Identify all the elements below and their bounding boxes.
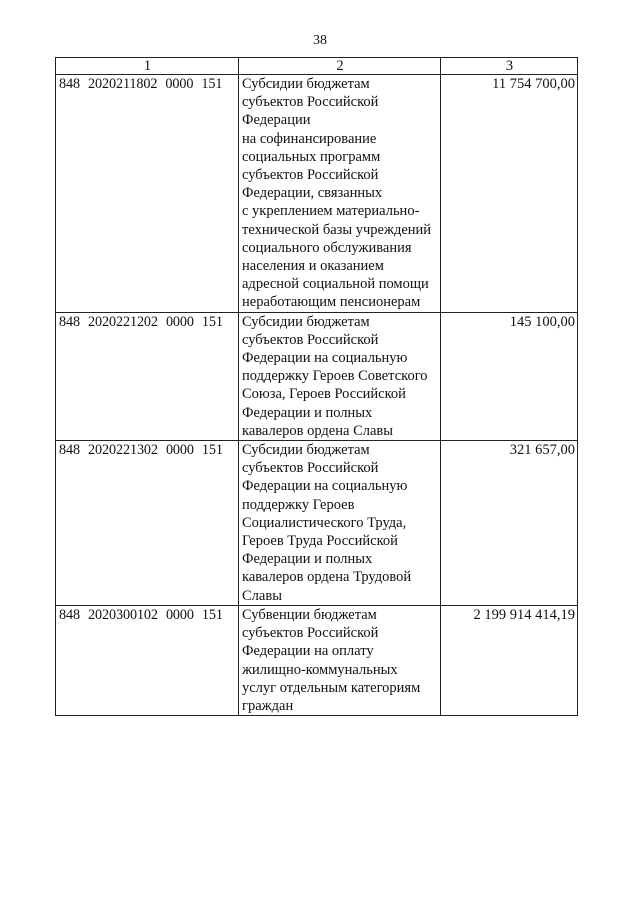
budget-classification-code: [56, 605, 239, 715]
description-line: населения и оказанием: [242, 258, 384, 275]
column-header-2: 2: [239, 58, 441, 75]
admin-code: 848: [59, 76, 80, 92]
description-line: Героев Труда Российской: [242, 533, 398, 550]
amount: 321 657,00: [441, 441, 578, 606]
description-line: Субсидии бюджетам: [242, 442, 370, 459]
sub-code: 0000: [165, 442, 194, 459]
kosgu-code: 151: [201, 313, 223, 330]
description-line: социальных программ: [242, 148, 381, 165]
kosgu-code: 151: [201, 76, 223, 92]
kosgu-code: 151: [201, 442, 223, 459]
amount: 2 199 914 414,19: [441, 605, 578, 715]
page-number: 38: [313, 33, 327, 48]
revenue-description: [239, 75, 441, 313]
description-line: Союза, Героев Российской: [242, 386, 406, 403]
description-line: субъектов Российской: [242, 460, 379, 477]
revenue-code: 2020211802: [87, 76, 158, 92]
admin-code: 848: [59, 442, 80, 459]
description-line: поддержку Героев Советского: [242, 368, 428, 385]
budget-classification-code: [56, 441, 239, 606]
description-line: Субсидии бюджетам: [242, 76, 370, 92]
description-line: субъектов Российской: [242, 625, 379, 642]
description-line: Федерации, связанных: [242, 185, 383, 202]
description-line: Социалистического Труда,: [242, 514, 407, 531]
kosgu-code: 151: [201, 606, 223, 623]
description-line: субъектов Российской: [242, 331, 379, 348]
revenue-code: 2020300102: [87, 606, 158, 623]
column-header-3: 3: [441, 58, 578, 75]
description-line: социального обслуживания: [242, 239, 412, 256]
description-line: Федерации на социальную: [242, 478, 408, 495]
revenue-description: [239, 605, 441, 715]
description-line: Федерации на социальную: [242, 350, 408, 367]
admin-code: 848: [59, 313, 80, 330]
description-line: Федерации и полных: [242, 551, 373, 568]
description-line: жилищно-коммунальных: [242, 661, 398, 678]
table-row: [56, 441, 578, 606]
description-line: кавалеров ордена Трудовой: [242, 569, 412, 586]
description-line: с укреплением материально-: [242, 203, 420, 220]
table-row: [56, 75, 578, 313]
admin-code: 848: [59, 606, 80, 623]
description-line: неработающим пенсионерам: [242, 294, 421, 311]
description-line: Славы: [242, 587, 282, 604]
description-line: услуг отдельным категориям: [242, 679, 421, 696]
revenue-code: 2020221202: [87, 313, 158, 330]
description-line: технической базы учреждений: [242, 221, 432, 238]
description-line: Федерации: [242, 112, 311, 129]
table-row: [56, 312, 578, 440]
amount: 145 100,00: [441, 312, 578, 440]
budget-classification-code: [56, 75, 239, 313]
table-row: [56, 605, 578, 715]
amount: 11 754 700,00: [441, 75, 578, 313]
sub-code: 0000: [165, 76, 194, 92]
description-line: граждан: [242, 697, 294, 714]
description-line: кавалеров ордена Славы: [242, 422, 393, 439]
description-line: Федерации на оплату: [242, 643, 374, 660]
description-line: Субвенции бюджетам: [242, 606, 377, 623]
budget-classification-code: [56, 312, 239, 440]
description-line: на софинансирование: [242, 130, 377, 147]
description-line: Федерации и полных: [242, 404, 373, 421]
budget-table: [55, 57, 578, 716]
description-line: поддержку Героев: [242, 496, 355, 513]
sub-code: 0000: [165, 606, 194, 623]
description-line: субъектов Российской: [242, 94, 379, 111]
revenue-description: [239, 312, 441, 440]
description-line: адресной социальной помощи: [242, 276, 429, 293]
column-header-1: 1: [56, 58, 239, 75]
header-row: [56, 58, 578, 75]
description-line: Субсидии бюджетам: [242, 313, 370, 330]
revenue-description: [239, 441, 441, 606]
description-line: субъектов Российской: [242, 167, 379, 184]
revenue-code: 2020221302: [87, 442, 158, 459]
sub-code: 0000: [165, 313, 194, 330]
